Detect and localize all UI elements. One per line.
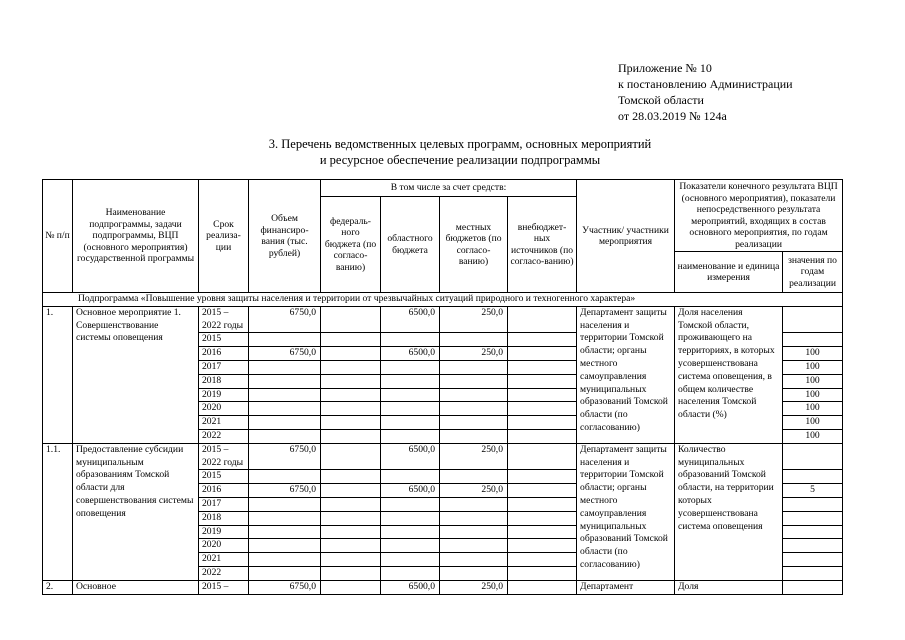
row-extra (508, 553, 577, 567)
header-term: Срок реализа-ции (199, 180, 249, 293)
row-federal (321, 484, 381, 498)
row-extra (508, 497, 577, 511)
row-value (783, 497, 843, 511)
row-value (783, 443, 843, 470)
header-extra: внебюджет-ных источников (по согласо-ванию) (508, 197, 577, 293)
row-regional: 6500,0 (381, 347, 440, 361)
row-term: 2022 (199, 429, 249, 443)
row-local (440, 566, 508, 580)
row-regional (381, 497, 440, 511)
row-local (440, 388, 508, 402)
header-ind-values: значения по годам реализации (783, 252, 843, 293)
row-term: 2015 – (199, 580, 249, 594)
row-volume (249, 511, 321, 525)
row-term: 2015 – 2022 годы (199, 443, 249, 470)
appendix-note (618, 60, 793, 124)
appendix-line: Приложение № 10 (618, 61, 712, 75)
row-participant: Департамент защиты населения и территории Томской области; органы местного самоуправления муниципальных образований Томской области (по согласованию) (577, 306, 675, 443)
row-volume (249, 497, 321, 511)
row-extra (508, 333, 577, 347)
row-participant: Департамент защиты населения и территории Томской области; органы местного самоуправления муниципальных образований Томской области (по согласованию) (577, 443, 675, 580)
appendix-line: Томской области (618, 93, 704, 107)
row-extra (508, 525, 577, 539)
row-indicator: Доля (675, 580, 783, 594)
document-title (150, 136, 770, 168)
row-regional: 6500,0 (381, 443, 440, 470)
row-value: 100 (783, 402, 843, 416)
table-row (43, 580, 843, 594)
row-value (783, 306, 843, 333)
row-regional: 6500,0 (381, 306, 440, 333)
row-federal (321, 416, 381, 430)
row-value (783, 566, 843, 580)
row-indicator: Количество муниципальных образований Томской области, на территории которых усовершенствована система оповещения (675, 443, 783, 580)
row-local (440, 511, 508, 525)
row-value (783, 333, 843, 347)
row-regional (381, 511, 440, 525)
row-local (440, 374, 508, 388)
row-extra (508, 566, 577, 580)
row-term: 2015 – 2022 годы (199, 306, 249, 333)
row-value (783, 511, 843, 525)
row-local: 250,0 (440, 347, 508, 361)
row-federal (321, 511, 381, 525)
row-term: 2017 (199, 360, 249, 374)
row-term: 2019 (199, 525, 249, 539)
row-extra (508, 416, 577, 430)
row-term: 2016 (199, 484, 249, 498)
row-regional (381, 388, 440, 402)
header-indicators: Показатели конечного результата ВЦП (основного мероприятия), показатели непосредственного результата мероприятий, входящих в состав основного мероприятия, по годам реализации (675, 180, 843, 252)
row-volume (249, 470, 321, 484)
header-name: Наименование подпрограммы, задачи подпрограммы, ВЦП (основного мероприятия) государственной программы (73, 180, 199, 293)
row-value: 100 (783, 429, 843, 443)
row-value: 100 (783, 360, 843, 374)
row-local (440, 416, 508, 430)
row-number: 1. (43, 306, 73, 443)
row-value (783, 580, 843, 594)
row-regional (381, 553, 440, 567)
row-term: 2020 (199, 402, 249, 416)
row-regional: 6500,0 (381, 580, 440, 594)
row-volume (249, 388, 321, 402)
row-value (783, 470, 843, 484)
row-regional (381, 374, 440, 388)
row-volume (249, 539, 321, 553)
row-federal (321, 402, 381, 416)
row-federal (321, 443, 381, 470)
row-local: 250,0 (440, 306, 508, 333)
row-volume: 6750,0 (249, 306, 321, 333)
appendix-line: от 28.03.2019 № 124а (618, 109, 727, 123)
row-federal (321, 374, 381, 388)
row-extra (508, 580, 577, 594)
row-term: 2020 (199, 539, 249, 553)
row-volume (249, 374, 321, 388)
row-term: 2015 (199, 470, 249, 484)
row-value (783, 553, 843, 567)
row-local (440, 429, 508, 443)
row-volume (249, 402, 321, 416)
header-participant: Участник/ участники мероприятия (577, 180, 675, 293)
row-local: 250,0 (440, 484, 508, 498)
row-value: 100 (783, 374, 843, 388)
row-term: 2018 (199, 374, 249, 388)
row-regional (381, 525, 440, 539)
row-extra (508, 511, 577, 525)
row-term: 2017 (199, 497, 249, 511)
row-volume (249, 416, 321, 430)
row-participant: Департамент (577, 580, 675, 594)
row-value: 5 (783, 484, 843, 498)
row-term: 2015 (199, 333, 249, 347)
row-regional (381, 416, 440, 430)
row-regional (381, 566, 440, 580)
row-value (783, 525, 843, 539)
row-local (440, 497, 508, 511)
row-volume: 6750,0 (249, 580, 321, 594)
row-name: Основное (73, 580, 199, 594)
row-term: 2022 (199, 566, 249, 580)
header-incl: В том числе за счет средств: (321, 180, 577, 197)
row-term: 2021 (199, 416, 249, 430)
row-extra (508, 347, 577, 361)
row-regional (381, 333, 440, 347)
row-extra (508, 539, 577, 553)
row-indicator: Доля населения Томской области, проживающего на территориях, в которых усовершенствована система оповещения, в общем количестве населения Томской области (%) (675, 306, 783, 443)
row-extra (508, 306, 577, 333)
row-volume (249, 553, 321, 567)
header-num: № п/п (43, 180, 73, 293)
row-extra (508, 374, 577, 388)
row-term: 2021 (199, 553, 249, 567)
header-regional: областного бюджета (381, 197, 440, 293)
row-name: Основное мероприятие 1. Совершенствование системы оповещения (73, 306, 199, 443)
row-local (440, 333, 508, 347)
table-body (43, 180, 843, 595)
row-local (440, 402, 508, 416)
header-row (43, 180, 843, 197)
row-federal (321, 360, 381, 374)
row-regional (381, 539, 440, 553)
program-table (42, 179, 843, 595)
row-extra (508, 429, 577, 443)
row-federal (321, 333, 381, 347)
row-regional (381, 429, 440, 443)
title-line: и ресурсное обеспечение реализации подпрограммы (319, 153, 601, 167)
row-volume (249, 360, 321, 374)
header-federal: федераль-ного бюджета (по согласо-ванию) (321, 197, 381, 293)
row-local (440, 360, 508, 374)
row-extra (508, 470, 577, 484)
row-federal (321, 580, 381, 594)
row-volume: 6750,0 (249, 347, 321, 361)
row-volume: 6750,0 (249, 443, 321, 470)
row-number: 1.1. (43, 443, 73, 580)
row-local: 250,0 (440, 443, 508, 470)
header-local: местных бюджетов (по согласо-ванию) (440, 197, 508, 293)
row-federal (321, 388, 381, 402)
subprogram-row (43, 293, 843, 307)
row-federal (321, 497, 381, 511)
appendix-line: к постановлению Администрации (618, 77, 793, 91)
row-value (783, 539, 843, 553)
row-volume (249, 525, 321, 539)
row-local (440, 470, 508, 484)
row-value: 100 (783, 388, 843, 402)
row-local: 250,0 (440, 580, 508, 594)
subprogram-title: Подпрограмма «Повышение уровня защиты населения и территории от чрезвычайных ситуаций природного и техногенного характера» (43, 293, 843, 307)
row-volume: 6750,0 (249, 484, 321, 498)
row-value: 100 (783, 416, 843, 430)
row-extra (508, 402, 577, 416)
row-value: 100 (783, 347, 843, 361)
row-federal (321, 347, 381, 361)
row-term: 2016 (199, 347, 249, 361)
row-federal (321, 470, 381, 484)
row-regional (381, 360, 440, 374)
row-extra (508, 360, 577, 374)
row-extra (508, 443, 577, 470)
header-volume: Объем финансиро-вания (тыс. рублей) (249, 180, 321, 293)
row-local (440, 539, 508, 553)
row-federal (321, 306, 381, 333)
row-volume (249, 429, 321, 443)
row-term: 2019 (199, 388, 249, 402)
row-extra (508, 388, 577, 402)
table-row (43, 443, 843, 470)
row-federal (321, 566, 381, 580)
row-regional (381, 470, 440, 484)
row-local (440, 525, 508, 539)
row-term: 2018 (199, 511, 249, 525)
row-number: 2. (43, 580, 73, 594)
row-regional (381, 402, 440, 416)
row-name: Предоставление субсидии муниципальным образованиям Томской области для совершенствования системы оповещения (73, 443, 199, 580)
table-row (43, 306, 843, 333)
row-local (440, 553, 508, 567)
row-volume (249, 566, 321, 580)
row-federal (321, 429, 381, 443)
header-ind-name: наименование и единица измерения (675, 252, 783, 293)
row-federal (321, 539, 381, 553)
row-federal (321, 553, 381, 567)
title-line: 3. Перечень ведомственных целевых программ, основных мероприятий (268, 137, 652, 151)
row-volume (249, 333, 321, 347)
row-federal (321, 525, 381, 539)
row-extra (508, 484, 577, 498)
row-regional: 6500,0 (381, 484, 440, 498)
